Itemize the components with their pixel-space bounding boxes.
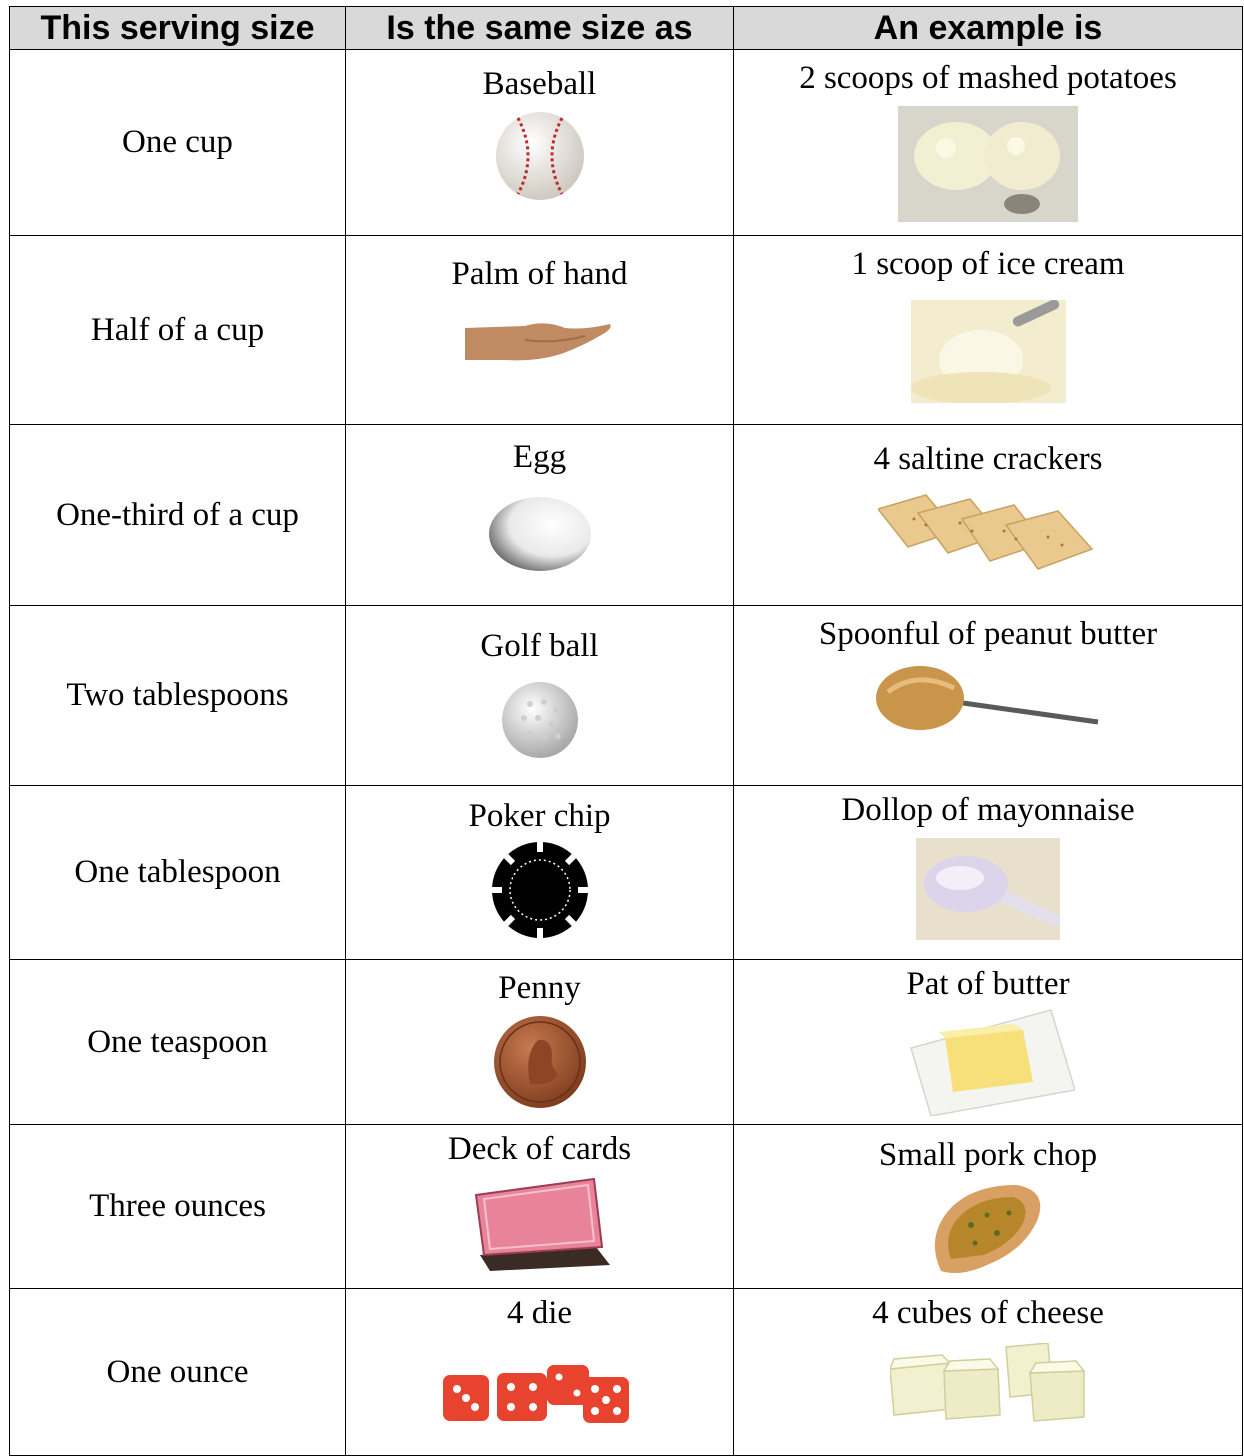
saltine-crackers-image [878, 491, 1098, 571]
same-size-label: Palm of hand [451, 256, 628, 292]
header-serving-size: This serving size [10, 7, 346, 50]
header-row [10, 7, 1243, 50]
ice-cream-scoop-image [911, 300, 1066, 403]
table-row [10, 960, 1243, 1125]
penny-icon [492, 1014, 588, 1110]
example-cell [734, 50, 1243, 236]
butter-pat-image [901, 1008, 1075, 1116]
same-size-label: 4 die [506, 1295, 573, 1331]
table-row [10, 606, 1243, 786]
cheese-cubes-image [890, 1343, 1086, 1423]
same-size-label: Golf ball [480, 628, 599, 664]
serving-size-cell: Two tablespoons [10, 606, 346, 786]
same-size-cell [346, 960, 734, 1125]
table-row [10, 786, 1243, 960]
pork-chop-image [927, 1181, 1049, 1277]
serving-size-cell: One teaspoon [10, 960, 346, 1125]
same-size-label: Penny [498, 970, 581, 1006]
example-label: 4 saltine crackers [873, 441, 1103, 477]
golf-ball-icon [500, 680, 580, 760]
example-label: Dollop of mayonnaise [841, 792, 1135, 828]
serving-size-cell: Three ounces [10, 1125, 346, 1289]
example-cell [734, 236, 1243, 425]
serving-size-table [9, 6, 1243, 1456]
same-size-cell [346, 236, 734, 425]
serving-size-cell: One ounce [10, 1289, 346, 1456]
table-row [10, 236, 1243, 425]
example-label: Small pork chop [878, 1137, 1098, 1173]
header-example: An example is [734, 7, 1243, 50]
serving-size-sheet [9, 6, 1242, 1456]
header-same-size-as: Is the same size as [346, 7, 734, 50]
serving-size-cell: Half of a cup [10, 236, 346, 425]
same-size-label: Poker chip [468, 798, 611, 834]
example-cell [734, 1289, 1243, 1456]
same-size-cell [346, 425, 734, 606]
same-size-label: Egg [512, 439, 567, 475]
deck-of-cards-icon [470, 1175, 610, 1271]
serving-size-cell: One-third of a cup [10, 425, 346, 606]
example-cell [734, 1125, 1243, 1289]
example-cell [734, 960, 1243, 1125]
same-size-label: Deck of cards [447, 1131, 632, 1167]
baseball-icon [490, 110, 590, 202]
table-row [10, 50, 1243, 236]
table-row [10, 1289, 1243, 1456]
table-row [10, 1125, 1243, 1289]
poker-chip-icon [490, 840, 590, 940]
example-label: Spoonful of peanut butter [818, 616, 1158, 652]
example-label: 4 cubes of cheese [872, 1295, 1104, 1331]
example-label: Pat of butter [906, 966, 1070, 1002]
same-size-cell [346, 606, 734, 786]
serving-size-cell: One cup [10, 50, 346, 236]
same-size-cell [346, 1289, 734, 1456]
serving-size-cell: One tablespoon [10, 786, 346, 960]
example-label: 1 scoop of ice cream [851, 246, 1125, 282]
example-cell [734, 606, 1243, 786]
mashed-potatoes-image [898, 106, 1078, 222]
example-cell [734, 425, 1243, 606]
same-size-cell [346, 786, 734, 960]
hand-palm-icon [465, 314, 615, 364]
same-size-label: Baseball [482, 66, 597, 102]
example-cell [734, 786, 1243, 960]
mayonnaise-spoon-image [916, 838, 1060, 940]
table-row [10, 425, 1243, 606]
egg-icon [487, 495, 593, 573]
example-label: 2 scoops of mashed potatoes [799, 60, 1177, 96]
peanut-butter-spoon-image [876, 662, 1100, 736]
dice-icon [443, 1365, 637, 1425]
same-size-cell [346, 1125, 734, 1289]
same-size-cell [346, 50, 734, 236]
